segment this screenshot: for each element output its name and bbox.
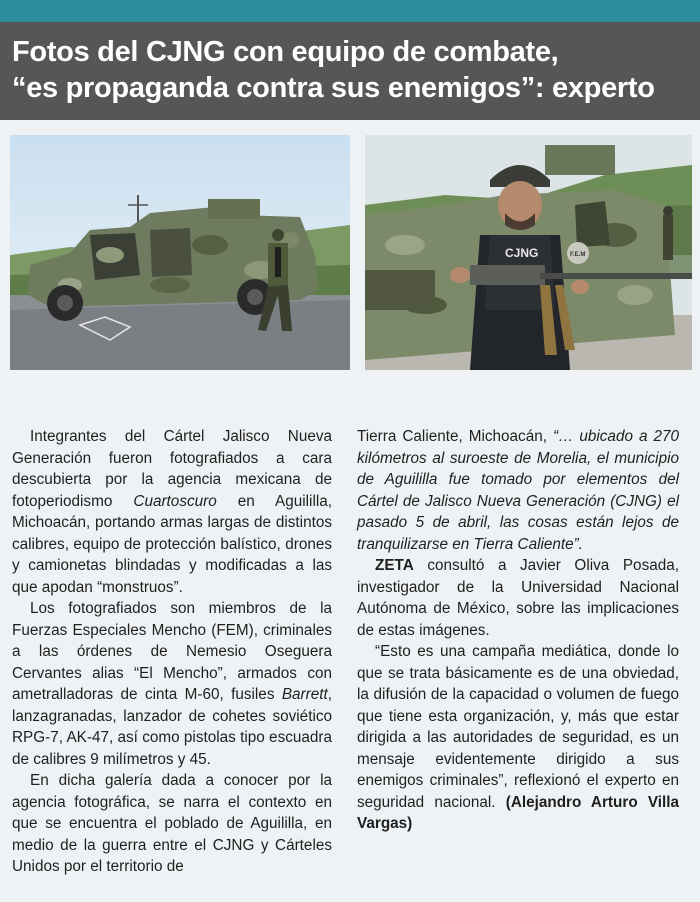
photo-armored-truck: [10, 135, 350, 370]
byline: (Alejandro Arturo Villa Vargas): [357, 793, 679, 832]
article-column-2: [357, 426, 679, 835]
vest-text: CJNG: [505, 246, 539, 260]
article-column-1: [12, 426, 332, 878]
top-color-bar: [0, 0, 700, 22]
paragraph: Los fotografiados son miembros de la Fuerzas Especiales Mencho (FEM), criminales a las órdenes de Nemesio Oseguera Cervantes alias “El Mencho”, armados con ametralladoras de cinta M-60, fusiles Barrett, lanzagranadas, lanzador de cohetes soviético RPG-7, AK-47, así como pistolas tipo escuadra de calibres 9 milímetros y 45.: [12, 600, 332, 768]
headline-line-1: Fotos del CJNG con equipo de combate,: [12, 36, 559, 68]
headline: [0, 22, 700, 120]
paragraph: En dicha galería dada a conocer por la agencia fotográfica, se narra el contexto en que se encuentra el poblado de Aguililla, en medio de la guerra entre el CJNG y Cárteles Unidos por el territorio de: [12, 772, 332, 875]
photo-gunman-with-machine-gun: [365, 135, 692, 370]
paragraph: ZETA consultó a Javier Oliva Posada, investigador de la Universidad Nacional Autónoma de México, sobre las implicaciones de estas imágenes.: [357, 557, 679, 639]
paragraph: Integrantes del Cártel Jalisco Nueva Generación fueron fotografiados a cara descubierta por la agencia mexicana de fotoperiodismo Cuartoscuro en Aguililla, Michoacán, portando armas largas de distintos calibres, equipo de protección balístico, drones y camionetas blindadas y modificadas a las que apodan “monstruos”.: [12, 428, 332, 596]
patch-text: F.E.M: [570, 252, 586, 258]
headline-line-2: “es propaganda contra sus enemigos”: experto: [12, 72, 655, 104]
paragraph: Tierra Caliente, Michoacán, “… ubicado a 270 kilómetros al suroeste de Morelia, el municipio de Aguililla fue tomado por elementos del Cártel de Jalisco Nueva Generación (CJNG) el pasado 5 de abril, las cosas están lejos de tranquilizarse en Tierra Caliente”.: [357, 428, 679, 553]
paragraph: “Esto es una campaña mediática, donde lo que se trata básicamente es de una obviedad, la difusión de la capacidad o volumen de fuego que tiene esta organización, y, más que estar dirigida a las autoridades de seguridad, es un mensaje evidentemente dirigido a sus enemigos criminales”, reflexionó el experto en seguridad nacional. (Alejandro Arturo Villa Vargas): [357, 643, 679, 832]
